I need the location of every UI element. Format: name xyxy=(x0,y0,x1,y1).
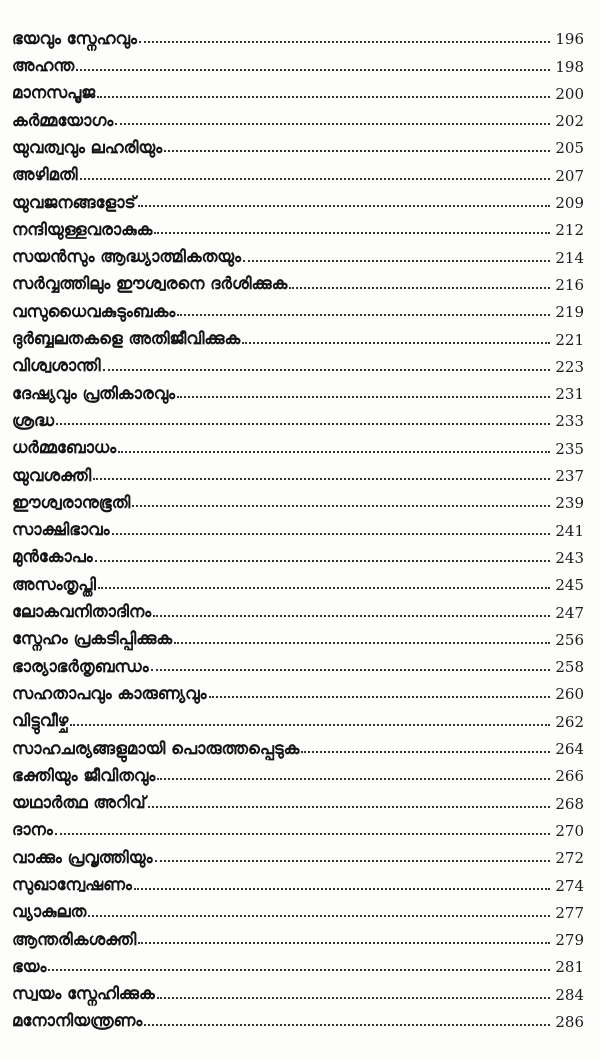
dot-leader xyxy=(80,178,550,180)
toc-entry-title: ഭയവും സ്നേഹവും xyxy=(12,28,137,48)
toc-entry-title: വിശ്വശാന്തി xyxy=(12,356,101,376)
toc-entry xyxy=(12,75,584,102)
dot-leader xyxy=(154,232,550,234)
dot-leader xyxy=(134,888,550,890)
toc-entry xyxy=(12,812,584,839)
toc-entry-page-number: 233 xyxy=(555,412,584,431)
toc-entry-page-number: 270 xyxy=(555,821,584,840)
toc-entry-page-number: 196 xyxy=(555,30,584,49)
toc-entry-title: ഭാര്യാഭർതൃബന്ധം xyxy=(12,656,149,676)
toc-entry-title: സാക്ഷിഭാവം xyxy=(12,520,110,540)
toc-entry-page-number: 202 xyxy=(555,112,584,131)
toc-entry xyxy=(12,348,584,375)
dot-leader xyxy=(98,587,550,589)
dot-leader xyxy=(177,396,550,398)
toc-entry-title: നന്ദിയുള്ളവരാകുക xyxy=(12,219,153,239)
toc-entry-page-number: 266 xyxy=(555,767,584,786)
dot-leader xyxy=(76,69,550,71)
toc-entry-page-number: 219 xyxy=(555,303,584,322)
toc-entry-page-number: 274 xyxy=(555,876,584,895)
toc-entry xyxy=(12,730,584,757)
dot-leader xyxy=(157,778,550,780)
toc-entry-title: ധർമ്മബോധം xyxy=(12,438,117,458)
toc-entry-page-number: 198 xyxy=(555,57,584,76)
dot-leader xyxy=(242,342,550,344)
toc-entry xyxy=(12,375,584,402)
toc-entry-page-number: 262 xyxy=(555,712,584,731)
toc-entry-title: ദാനം xyxy=(12,820,53,840)
dot-leader xyxy=(97,96,550,98)
toc-entry-page-number: 264 xyxy=(555,740,584,759)
toc-entry-page-number: 200 xyxy=(555,84,584,103)
toc-entry xyxy=(12,293,584,320)
toc-entry xyxy=(12,566,584,593)
toc-entry-page-number: 239 xyxy=(555,494,584,513)
toc-entry-page-number: 209 xyxy=(555,194,584,213)
toc-entry xyxy=(12,757,584,784)
toc-entry-title: സുഖാന്വേഷണം xyxy=(12,875,132,894)
toc-entry xyxy=(12,47,584,74)
dot-leader xyxy=(48,969,550,971)
toc-entry-title: മനോനിയന്ത്രണം xyxy=(12,1011,143,1031)
toc-entry-page-number: 272 xyxy=(555,849,584,868)
toc-entry-title: ഈശ്വരാനുഭൂതി xyxy=(12,492,131,512)
toc-entry-title: ലോകവനിതാദിനം xyxy=(12,602,152,622)
toc-entry-page-number: 241 xyxy=(555,521,584,540)
dot-leader xyxy=(289,287,550,289)
toc-entry-page-number: 231 xyxy=(555,385,584,404)
table-of-contents xyxy=(12,20,584,1030)
toc-entry xyxy=(12,948,584,975)
dot-leader xyxy=(301,751,550,753)
toc-entry-title: മുൻകോപം xyxy=(12,547,93,567)
dot-leader xyxy=(157,997,550,999)
toc-entry-page-number: 281 xyxy=(555,958,584,977)
toc-entry xyxy=(12,211,584,238)
toc-entry-page-number: 245 xyxy=(555,576,584,595)
dot-leader xyxy=(95,560,550,562)
toc-entry-title: അഴിമതി xyxy=(12,165,78,185)
toc-entry-title: ഭക്തിയും ജീവിതവും xyxy=(12,765,156,785)
toc-entry-page-number: 256 xyxy=(555,630,584,649)
toc-entry xyxy=(12,457,584,484)
toc-entry xyxy=(12,1003,584,1030)
dot-leader xyxy=(93,478,550,480)
toc-entry-title: കർമ്മയോഗം xyxy=(12,110,114,130)
toc-entry-page-number: 247 xyxy=(555,603,584,622)
toc-entry xyxy=(12,402,584,429)
toc-entry xyxy=(12,593,584,620)
dot-leader xyxy=(148,806,550,808)
dot-leader xyxy=(144,1024,550,1026)
toc-entry xyxy=(12,156,584,183)
dot-leader xyxy=(112,533,550,535)
toc-entry-page-number: 284 xyxy=(555,985,584,1004)
dot-leader xyxy=(103,369,550,371)
dot-leader xyxy=(138,942,550,944)
toc-entry-title: വാക്കും പ്രവൃത്തിയും xyxy=(12,847,153,867)
toc-entry xyxy=(12,702,584,729)
dot-leader xyxy=(55,833,550,835)
toc-entry-title: അഹന്ത xyxy=(12,56,75,76)
toc-entry-title: സ്വയം സ്നേഹിക്കുക xyxy=(12,984,155,1004)
toc-entry-page-number: 207 xyxy=(555,166,584,185)
toc-entry-title: വസുധൈവകുടുംബകം xyxy=(12,301,176,321)
toc-entry-title: യഥാർത്ഥ അറിവ് xyxy=(12,793,146,813)
toc-entry xyxy=(12,266,584,293)
toc-entry xyxy=(12,975,584,1002)
dot-leader xyxy=(243,260,550,262)
toc-entry-title: ശ്രദ്ധ xyxy=(12,410,55,430)
toc-entry-page-number: 260 xyxy=(555,685,584,704)
dot-leader xyxy=(56,423,550,425)
toc-entry-page-number: 205 xyxy=(555,139,584,158)
toc-entry-page-number: 279 xyxy=(555,931,584,950)
dot-leader xyxy=(138,205,550,207)
dot-leader xyxy=(153,615,550,617)
toc-entry-page-number: 216 xyxy=(555,275,584,294)
toc-entry xyxy=(12,539,584,566)
dot-leader xyxy=(118,451,550,453)
toc-entry xyxy=(12,320,584,347)
dot-leader xyxy=(70,724,550,726)
dot-leader xyxy=(177,314,550,316)
dot-leader xyxy=(155,860,550,862)
dot-leader xyxy=(164,150,550,152)
dot-leader xyxy=(88,915,550,917)
toc-entry-title: ആന്തരികശക്തി xyxy=(12,929,137,949)
toc-entry xyxy=(12,429,584,456)
toc-entry-title: യുവജനങ്ങളോട് xyxy=(12,192,136,212)
toc-entry-title: സ്നേഹം പ്രകടിപ്പിക്കുക xyxy=(12,629,173,649)
toc-entry xyxy=(12,20,584,47)
toc-entry xyxy=(12,866,584,893)
toc-entry xyxy=(12,238,584,265)
toc-entry xyxy=(12,839,584,866)
toc-entry-page-number: 258 xyxy=(555,658,584,677)
toc-entry-page-number: 286 xyxy=(555,1012,584,1031)
toc-entry xyxy=(12,675,584,702)
toc-entry-title: സയൻസും ആദ്ധ്യാത്മികതയും xyxy=(12,247,242,267)
toc-entry-page-number: 268 xyxy=(555,794,584,813)
toc-entry-title: ദുർബ്ബലതകളെ അതിജീവിക്കുക xyxy=(12,329,241,349)
toc-entry-page-number: 214 xyxy=(555,248,584,267)
dot-leader xyxy=(209,696,550,698)
toc-entry-title: യുവശക്തി xyxy=(12,465,92,485)
toc-entry-page-number: 221 xyxy=(555,330,584,349)
toc-entry xyxy=(12,784,584,811)
toc-entry-page-number: 223 xyxy=(555,357,584,376)
toc-entry-page-number: 212 xyxy=(555,221,584,240)
toc-entry-title: സഹതാപവും കാരുണ്യവും xyxy=(12,683,207,703)
toc-entry xyxy=(12,921,584,948)
toc-entry xyxy=(12,102,584,129)
toc-entry xyxy=(12,621,584,648)
dot-leader xyxy=(174,642,550,644)
toc-entry-title: അസംതൃപ്തി xyxy=(12,574,96,594)
toc-entry-title: യുവത്വവും ലഹരിയും xyxy=(12,137,163,157)
toc-entry-title: ഭയം xyxy=(12,956,47,976)
dot-leader xyxy=(151,669,550,671)
toc-entry-title: ദേഷ്യവും പ്രതികാരവും xyxy=(12,383,176,403)
toc-entry-title: സാഹചര്യങ്ങളുമായി പൊരുത്തപ്പെടുക xyxy=(12,738,300,758)
dot-leader xyxy=(132,505,550,507)
toc-entry xyxy=(12,894,584,921)
toc-entry-page-number: 277 xyxy=(555,903,584,922)
toc-entry-title: മാനസപൂജ xyxy=(12,83,96,103)
dot-leader xyxy=(115,123,550,125)
toc-entry-page-number: 243 xyxy=(555,548,584,567)
toc-entry-page-number: 237 xyxy=(555,467,584,486)
toc-entry-title: സർവ്വത്തിലും ഈശ്വരനെ ദർശിക്കുക xyxy=(12,274,288,294)
toc-entry-page-number: 235 xyxy=(555,439,584,458)
toc-entry xyxy=(12,648,584,675)
toc-entry-title: വ്യാകുലത xyxy=(12,902,87,922)
toc-entry-title: വിട്ടുവീഴ്ച xyxy=(12,711,69,731)
dot-leader xyxy=(139,41,550,43)
toc-entry xyxy=(12,184,584,211)
toc-entry xyxy=(12,129,584,156)
toc-entry xyxy=(12,484,584,511)
toc-entry xyxy=(12,511,584,538)
